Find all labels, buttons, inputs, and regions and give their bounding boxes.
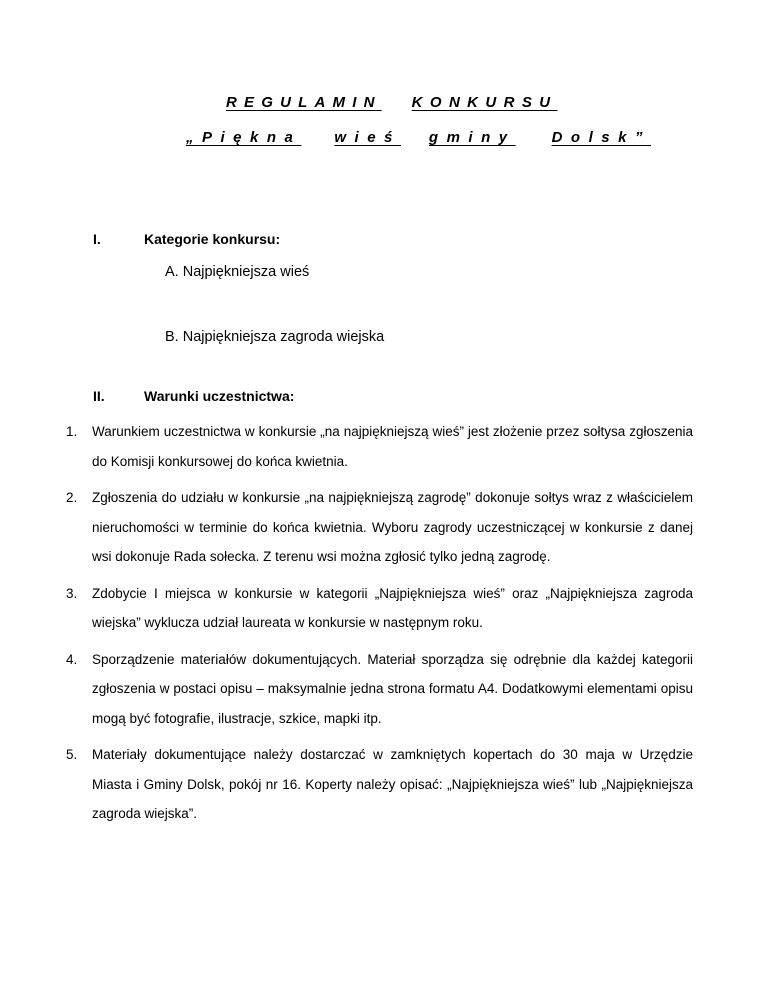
list-item-text: Warunkiem uczestnictwa w konkursie „na najpiękniejszą wieś” jest złożenie przez sołtysa zgłoszenia do Komisji konkursowej do końca kwietnia. <box>92 424 693 469</box>
list-item <box>66 740 693 829</box>
section-2-number: II. <box>93 388 105 404</box>
list-item-number: 4. <box>66 651 78 667</box>
list-item <box>66 417 693 476</box>
list-item-text: Zgłoszenia do udziału w konkursie „na najpiękniejszą zagrodę” dokonuje sołtys wraz z właścicielem nieruchomości w terminie do końca kwietnia. Wyboru zagrody uczestniczącej w konkursie z danej wsi dokonuje Rada sołecka. Z terenu wsi można zgłosić tylko jedną zagrodę. <box>92 490 693 564</box>
category-item-a: A. Najpiękniejsza wieś <box>165 264 310 280</box>
section-1-number: I. <box>93 231 101 247</box>
document-title <box>226 94 558 111</box>
list-item <box>66 483 693 572</box>
list-item-number: 5. <box>66 747 78 762</box>
list-item-text: Sporządzenie materiałów dokumentujących. Materiał sporządza się odrębnie dla każdej kategorii zgłoszenia w postaci opisu – maksymalnie jedna strona formatu A4. Dodatkowymi elementami opisu mogą być fotografie, ilustracje, szkice, mapki itp. <box>92 651 693 726</box>
section-2-title: Warunki uczestnictwa: <box>144 388 295 404</box>
list-item <box>66 645 693 734</box>
title-word-konkursu: KONKURSU <box>411 94 558 111</box>
document-subtitle <box>186 129 651 146</box>
subtitle-close-quote: ” <box>634 129 651 146</box>
subtitle-word-gminy: gminy <box>428 129 516 146</box>
subtitle-word-dolsk: Dolsk <box>551 129 635 146</box>
title-word-regulamin: REGULAMIN <box>226 94 382 111</box>
list-item-number: 3. <box>66 585 78 601</box>
list-item-number: 2. <box>66 490 78 505</box>
subtitle-open-quote: „ <box>186 129 202 146</box>
subtitle-word-wies: wieś <box>334 129 401 146</box>
section-1-title: Kategorie konkursu: <box>144 231 281 247</box>
subtitle-word-piekna: Piękna <box>202 129 302 146</box>
list-item <box>66 579 693 638</box>
list-item-text: Zdobycie I miejsca w konkursie w kategorii „Najpiękniejsza wieś” oraz „Najpiękniejsza zagroda wiejska” wyklucza udział laureata w konkursie w następnym roku. <box>92 585 693 630</box>
conditions-list <box>66 417 693 836</box>
category-item-b: B. Najpiękniejsza zagroda wiejska <box>165 329 385 345</box>
list-item-number: 1. <box>66 424 78 439</box>
list-item-text: Materiały dokumentujące należy dostarczać w zamkniętych kopertach do 30 maja w Urzędzie Miasta i Gminy Dolsk, pokój nr 16. Koperty należy opisać: „Najpiękniejsza wieś” lub „Najpiękniejsza zagroda wiejska”. <box>92 747 693 821</box>
